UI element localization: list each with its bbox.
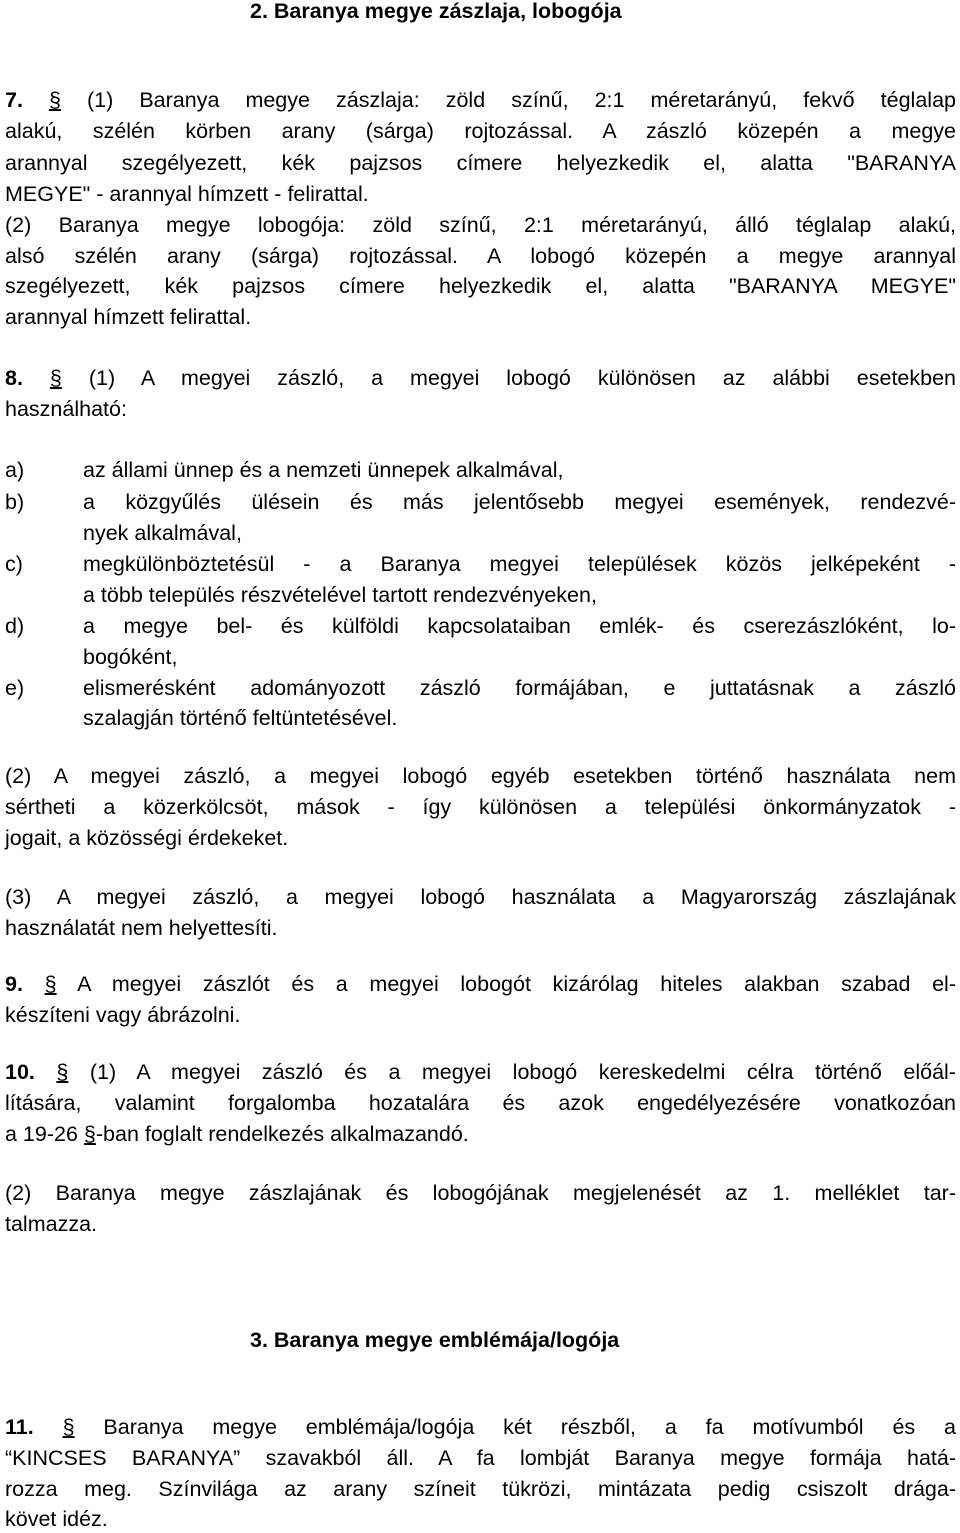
paragraph-8-2-line: jogait, a közösségi érdekeket. bbox=[5, 826, 289, 850]
paragraph-8-2-line: (2) A megyei zászló, a megyei lobogó egyéb esetekben történő használata nem bbox=[5, 764, 956, 788]
paragraph-8-2-line: sértheti a közerkölcsöt, mások - így különösen a települési önkormányzatok - bbox=[5, 795, 956, 819]
section-sign: § bbox=[48, 88, 61, 112]
paragraph-11-number: 11. bbox=[5, 1415, 34, 1439]
section-sign: § bbox=[44, 972, 57, 996]
list-item-label: d) bbox=[5, 614, 25, 638]
list-item-text: az állami ünnep és a nemzeti ünnepek alkalmával, bbox=[83, 458, 564, 482]
section-sign: § bbox=[83, 1122, 96, 1146]
paragraph-7-line: MEGYE" - arannyal hímzett - felirattal. bbox=[5, 182, 369, 206]
paragraph-8-3-line: használatát nem helyettesíti. bbox=[5, 916, 278, 940]
paragraph-10-line: lítására, valamint forgalomba hozatalára és azok engedélyezésére vonatkozóan bbox=[5, 1091, 956, 1115]
paragraph-7-line: 7. § (1) Baranya megye zászlaja: zöld színű, 2:1 méretarányú, fekvő téglalap bbox=[5, 88, 956, 112]
paragraph-10-2-line: (2) Baranya megye zászlajának és lobogójának megjelenését az 1. melléklet tar- bbox=[5, 1181, 956, 1205]
paragraph-10-number: 10. bbox=[5, 1060, 35, 1084]
list-item-label: b) bbox=[5, 490, 25, 514]
paragraph-9-line: készíteni vagy ábrázolni. bbox=[5, 1003, 241, 1027]
paragraph-9-line: 9. § A megyei zászlót és a megyei lobogót kizárólag hiteles alakban szabad el- bbox=[5, 972, 956, 996]
list-item-label: e) bbox=[5, 676, 25, 700]
paragraph-10-line: 10. § (1) A megyei zászló és a megyei lobogó kereskedelmi célra történő előál- bbox=[5, 1060, 956, 1084]
list-item-text: a megye bel- és külföldi kapcsolataiban emlék- és cserezászlóként, lo- bbox=[83, 614, 956, 638]
section-2-heading: 2. Baranya megye zászlaja, lobogója bbox=[250, 0, 622, 23]
paragraph-8-line: 8. § (1) A megyei zászló, a megyei lobogó különösen az alábbi esetekben bbox=[5, 366, 957, 390]
paragraph-7-line: (2) Baranya megye lobogója: zöld színű, 2:1 méretarányú, álló téglalap alakú, bbox=[5, 213, 956, 237]
paragraph-11-line: követ idéz. bbox=[5, 1507, 108, 1531]
paragraph-9-number: 9. bbox=[5, 972, 23, 996]
list-item-text: szalagján történő feltüntetésével. bbox=[83, 706, 398, 730]
list-item-text: megkülönböztetésül - a Baranya megyei települések közös jelképeként - bbox=[83, 552, 956, 576]
paragraph-10-2-line: talmazza. bbox=[5, 1212, 98, 1236]
paragraph-7-line: arannyal szegélyezett, kék pajzsos címere helyezkedik el, alatta "BARANYA bbox=[5, 151, 956, 175]
section-sign: § bbox=[62, 1415, 75, 1439]
list-item-text: a több település részvételével tartott rendezvényeken, bbox=[83, 583, 597, 607]
paragraph-7-line: szegélyezett, kék pajzsos címere helyezkedik el, alatta "BARANYA MEGYE" bbox=[5, 274, 956, 298]
section-sign: § bbox=[56, 1060, 69, 1084]
list-item-text: elismerésként adományozott zászló formájában, e juttatásnak a zászló bbox=[83, 676, 956, 700]
paragraph-8-3-line: (3) A megyei zászló, a megyei lobogó használata a Magyarország zászlajának bbox=[5, 885, 956, 909]
list-item-text: a közgyűlés ülésein és más jelentősebb megyei események, rendezvé- bbox=[83, 490, 956, 514]
paragraph-7-line: alakú, szélén körben arany (sárga) rojtozással. A zászló közepén a megye bbox=[5, 119, 956, 143]
section-3-heading: 3. Baranya megye emblémája/logója bbox=[250, 1328, 620, 1352]
paragraph-11-line: 11. § Baranya megye emblémája/logója két részből, a fa motívumból és a bbox=[5, 1415, 956, 1439]
paragraph-7-number: 7. bbox=[5, 88, 23, 112]
paragraph-10-line: a 19-26 §-ban foglalt rendelkezés alkalmazandó. bbox=[5, 1122, 469, 1146]
section-sign: § bbox=[49, 366, 62, 390]
paragraph-8-number: 8. bbox=[5, 366, 23, 390]
paragraph-8-line: használható: bbox=[5, 397, 127, 421]
paragraph-7-line: arannyal hímzett felirattal. bbox=[5, 305, 252, 329]
paragraph-11-line: rozza meg. Színvilága az arany színeit tükrözi, mintázata pedig csiszolt drága- bbox=[5, 1477, 956, 1501]
list-item-label: a) bbox=[5, 458, 25, 482]
list-item-text: nyek alkalmával, bbox=[83, 521, 242, 545]
list-item-text: bogóként, bbox=[83, 645, 178, 669]
list-item-label: c) bbox=[5, 552, 23, 576]
paragraph-7-line: alsó szélén arany (sárga) rojtozással. A lobogó közepén a megye arannyal bbox=[5, 244, 956, 268]
paragraph-11-line: “KINCSES BARANYA” szavakból áll. A fa lombját Baranya megye formája hatá- bbox=[5, 1446, 956, 1470]
